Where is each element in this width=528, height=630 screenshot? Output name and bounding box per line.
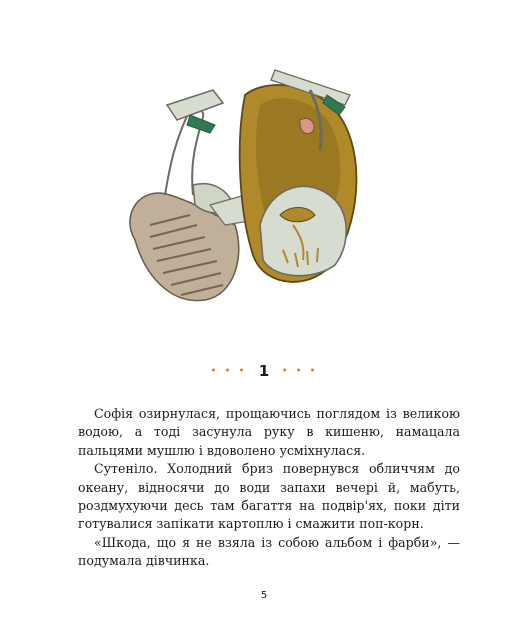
body-text bbox=[78, 405, 460, 571]
page-number: 5 bbox=[260, 590, 268, 601]
chapter-number: 1 bbox=[258, 361, 270, 380]
chapter-dots-left: • • • bbox=[210, 364, 247, 377]
right-sandal bbox=[240, 70, 357, 282]
left-sandal bbox=[130, 90, 255, 301]
paragraph-2: Сутеніло. Холодний бриз повернувся обличчям до океану, відносячи до води запахи вечері й, мабуть, роздмухуючи десь там багаття на подвір'ях, поки діти готувалися запікати картоплю і смажити поп-корн. bbox=[78, 461, 460, 532]
sandals-illustration bbox=[95, 65, 395, 315]
paragraph-3: «Шкода, що я не взяла із собою альбом і фарби», — подумала дівчинка. bbox=[78, 534, 460, 569]
chapter-dots-right: • • • bbox=[281, 364, 318, 377]
sandals-icon bbox=[95, 65, 395, 315]
chapter-heading bbox=[0, 360, 528, 380]
paragraph-1: Софія озирнулася, прощаючись поглядом із великою водою, а тоді засунула руку в кишеню, намацала пальцями мушлю і вдоволено усміхнулася. bbox=[78, 406, 460, 458]
